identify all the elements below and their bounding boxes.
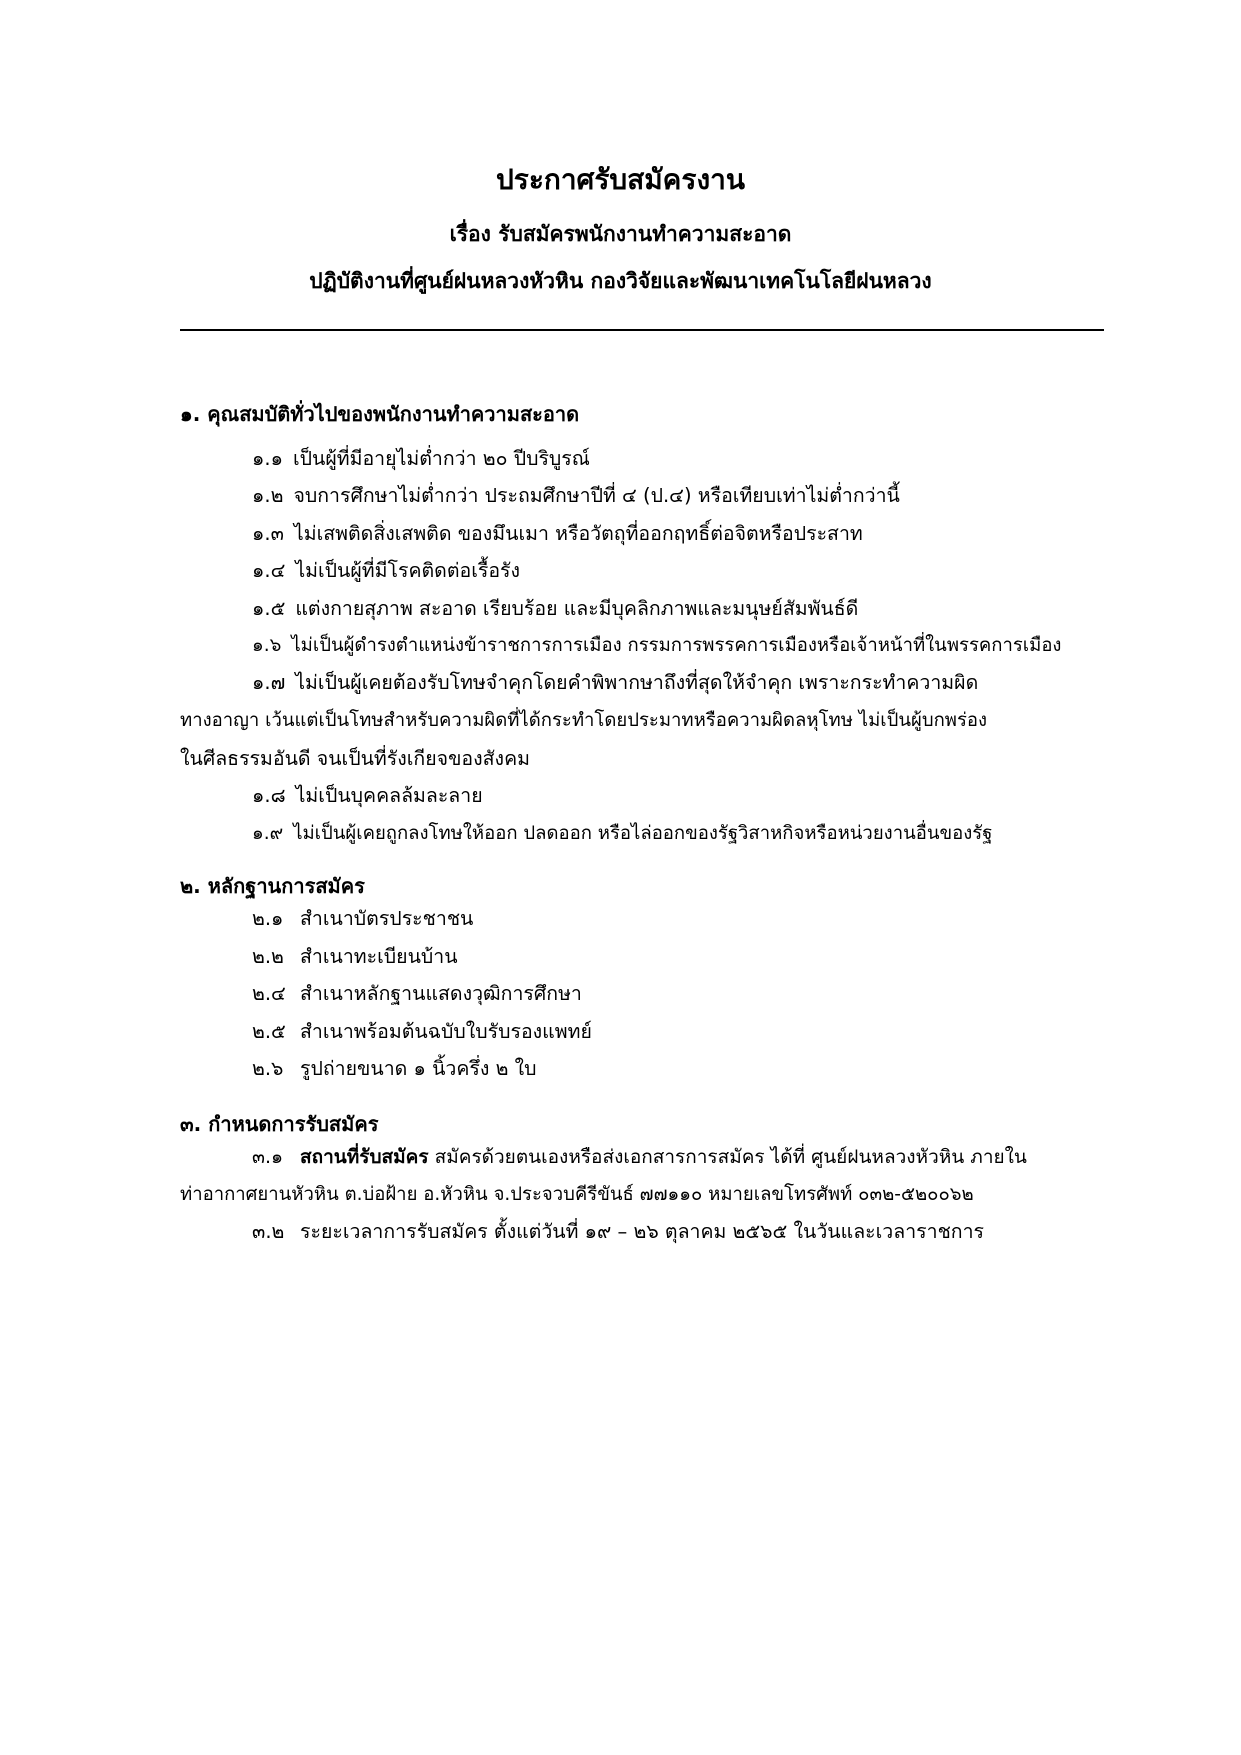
item-number: ๑.๕ bbox=[252, 597, 286, 620]
item-number: ๒.๒ bbox=[252, 945, 284, 968]
item-number: ๒.๑ bbox=[252, 907, 284, 930]
item-number: ๑.๓ bbox=[252, 522, 284, 545]
document-title: ประกาศรับสมัครงาน bbox=[496, 163, 745, 196]
section2-heading: ๒. หลักฐานการสมัคร bbox=[180, 874, 365, 898]
list-item bbox=[252, 820, 992, 848]
list-item bbox=[252, 557, 520, 585]
list-item bbox=[252, 445, 590, 473]
list-item bbox=[252, 943, 458, 971]
item-number: ๓.๒ bbox=[252, 1220, 285, 1243]
item-text: ไม่เป็นผู้ดำรงตำแหน่งข้าราชการการเมือง กรรมการพรรคการเมืองหรือเจ้าหน้าที่ในพรรคการเมือง bbox=[291, 635, 1062, 656]
item-text: ไม่เป็นผู้เคยถูกลงโทษให้ออก ปลดออก หรือไล่ออกของรัฐวิสาหกิจหรือหน่วยงานอื่นของรัฐ bbox=[293, 823, 993, 844]
item-number: ๒.๔ bbox=[252, 982, 286, 1005]
list-item bbox=[252, 595, 858, 623]
item-continuation: ท่าอากาศยานหัวหิน ต.บ่อฝ้าย อ.หัวหิน จ.ประจวบคีรีขันธ์ ๗๗๑๑๐ หมายเลขโทรศัพท์ ๐๓๒-๕๒๐๐๖๒ bbox=[180, 1184, 974, 1205]
item-number: ๑.๙ bbox=[252, 823, 284, 844]
item-text: สำเนาพร้อมต้นฉบับใบรับรองแพทย์ bbox=[300, 1020, 592, 1043]
item-number: ๓.๑ bbox=[252, 1146, 284, 1168]
item-continuation: ในศีลธรรมอันดี จนเป็นที่รังเกียจของสังคม bbox=[180, 747, 530, 770]
item-text: แต่งกายสุภาพ สะอาด เรียบร้อย และมีบุคลิกภาพและมนุษย์สัมพันธ์ดี bbox=[295, 597, 859, 620]
item-number: ๑.๔ bbox=[252, 559, 286, 582]
list-item bbox=[252, 782, 483, 810]
item-text: สมัครด้วยตนเองหรือส่งเอกสารการสมัคร ได้ที่ ศูนย์ฝนหลวงหัวหิน ภายใน bbox=[434, 1146, 1027, 1168]
item-text: สำเนาหลักฐานแสดงวุฒิการศึกษา bbox=[300, 982, 582, 1005]
list-item bbox=[252, 669, 978, 697]
list-item bbox=[252, 1018, 592, 1046]
item-label: สถานที่รับสมัคร bbox=[300, 1146, 429, 1168]
section3-heading: ๓. กำหนดการรับสมัคร bbox=[180, 1112, 379, 1136]
list-item bbox=[252, 980, 582, 1008]
item-text: ไม่เป็นผู้ที่มีโรคติดต่อเรื้อรัง bbox=[295, 559, 521, 582]
list-item bbox=[252, 632, 1061, 660]
item-text: ไม่เป็นผู้เคยต้องรับโทษจำคุกโดยคำพิพากษาถึงที่สุดให้จำคุก เพราะกระทำความผิด bbox=[295, 671, 979, 694]
list-item bbox=[252, 1143, 1027, 1171]
item-number: ๑.๖ bbox=[252, 635, 282, 656]
item-text: สำเนาทะเบียนบ้าน bbox=[300, 945, 458, 968]
item-number: ๒.๖ bbox=[252, 1057, 284, 1080]
item-text: ระยะเวลาการรับสมัคร ตั้งแต่วันที่ ๑๙ – ๒๖ ตุลาคม ๒๕๖๕ ในวันและเวลาราชการ bbox=[300, 1220, 985, 1243]
item-continuation: ทางอาญา เว้นแต่เป็นโทษสำหรับความผิดที่ได้กระทำโดยประมาทหรือความผิดลหุโทษ ไม่เป็นผู้บกพร่อง bbox=[180, 710, 988, 731]
list-item bbox=[252, 520, 863, 548]
item-text: เป็นผู้ที่มีอายุไม่ต่ำกว่า ๒๐ ปีบริบูรณ์ bbox=[292, 447, 590, 470]
item-number: ๒.๕ bbox=[252, 1020, 286, 1043]
item-text: ไม่เป็นบุคคลล้มละลาย bbox=[295, 784, 483, 807]
list-item bbox=[252, 1055, 537, 1083]
item-number: ๑.๒ bbox=[252, 484, 284, 507]
list-item bbox=[252, 482, 900, 510]
list-item bbox=[252, 905, 473, 933]
item-number: ๑.๗ bbox=[252, 671, 286, 694]
item-number: ๑.๑ bbox=[252, 447, 283, 470]
item-text: ไม่เสพติดสิ่งเสพติด ของมึนเมา หรือวัตถุที่ออกฤทธิ์ต่อจิตหรือประสาท bbox=[293, 522, 863, 545]
document-location: ปฏิบัติงานที่ศูนย์ฝนหลวงหัวหิน กองวิจัยและพัฒนาเทคโนโลยีฝนหลวง bbox=[309, 269, 932, 293]
item-text: สำเนาบัตรประชาชน bbox=[300, 907, 474, 930]
document-subject: เรื่อง รับสมัครพนักงานทำความสะอาด bbox=[449, 222, 792, 246]
item-text: จบการศึกษาไม่ต่ำกว่า ประถมศึกษาปีที่ ๔ (ป.๔) หรือเทียบเท่าไม่ต่ำกว่านี้ bbox=[293, 484, 900, 507]
list-item bbox=[252, 1218, 984, 1246]
section1-heading: ๑. คุณสมบัติทั่วไปของพนักงานทำความสะอาด bbox=[180, 402, 580, 426]
item-text: รูปถ่ายขนาด ๑ นิ้วครึ่ง ๒ ใบ bbox=[300, 1057, 537, 1080]
item-number: ๑.๘ bbox=[252, 784, 286, 807]
header-divider bbox=[180, 329, 1104, 331]
